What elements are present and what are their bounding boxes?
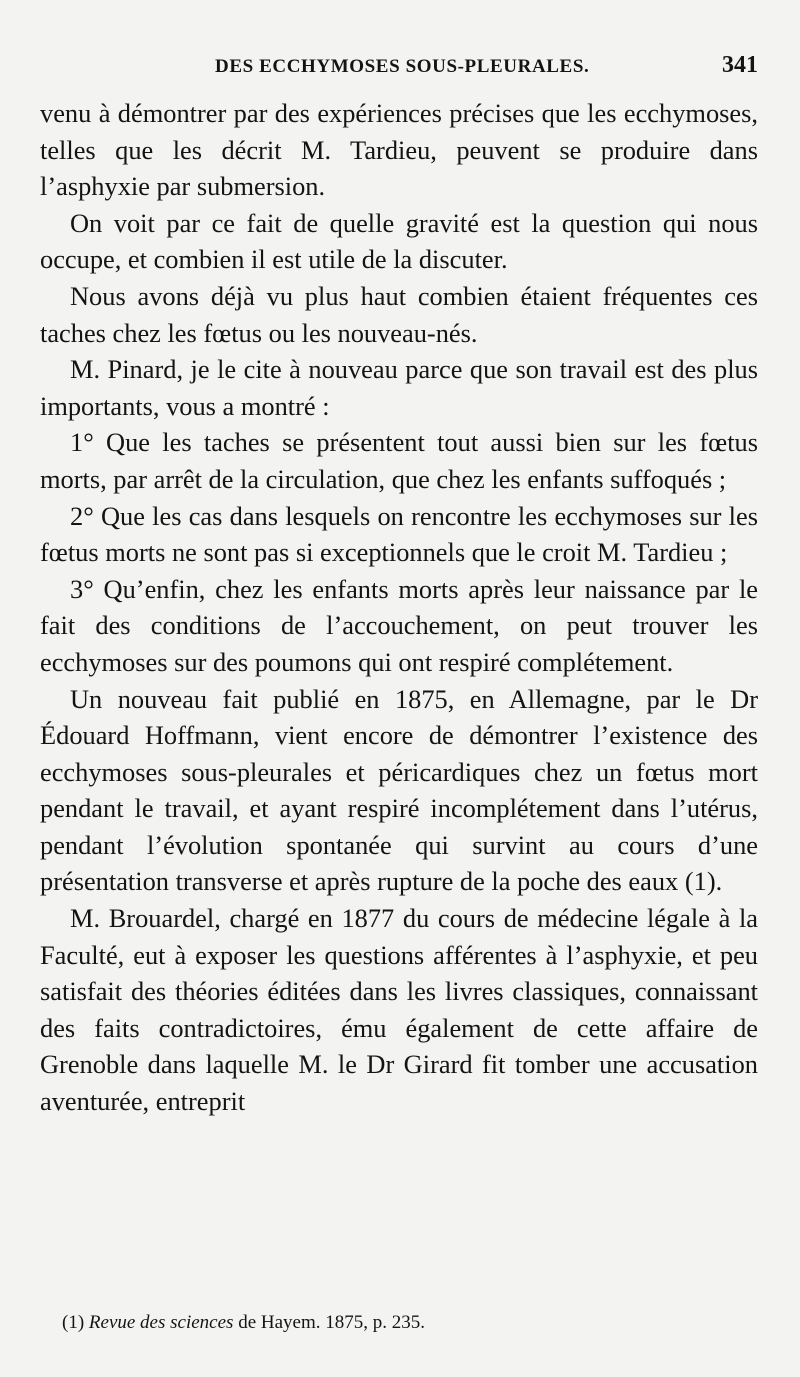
page-header bbox=[40, 50, 760, 90]
footnote-journal: Revue des sciences bbox=[88, 1312, 234, 1333]
paragraph: On voit par ce fait de quelle gravité est la question qui nous occupe, et combien il est utile de la discuter. bbox=[40, 207, 758, 275]
paragraph: M. Brouardel, chargé en 1877 du cours de médecine légale à la Faculté, eut à exposer les questions afférentes à l’asphyxie, et peu satisfait des théories éditées dans les livres classiques, connaissant des faits contradictoires, ému également de cette affaire de Grenoble dans laquelle M. le Dr Girard fit tomber une accusation aventurée, entreprit bbox=[40, 903, 758, 1117]
running-title: DES ECCHYMOSES SOUS-PLEURALES. bbox=[215, 56, 590, 77]
footnote-marker: (1) bbox=[62, 1312, 85, 1333]
paragraph: Un nouveau fait publié en 1875, en Allemagne, par le Dr Édouard Hoffmann, vient encore de démontrer l’existence des ecchymoses sous-pleurales et péricardiques chez un fœtus mort pendant le travail, et ayant respiré incomplétement dans l’utérus, pendant l’évolution spontanée qui survint au cours d’une présentation transverse et après rupture de la poche des eaux (1). bbox=[40, 683, 758, 897]
body-text bbox=[40, 95, 758, 1120]
paragraph: M. Pinard, je le cite à nouveau parce que son travail est des plus importants, vous a montré : bbox=[40, 354, 758, 421]
page-number: 341 bbox=[722, 52, 758, 78]
footnote bbox=[62, 1312, 425, 1334]
list-item: 3° Qu’enfin, chez les enfants morts après leur naissance par le fait des conditions de l’accouchement, on peut trouver les ecchymoses sur des poumons qui ont respiré complétement. bbox=[40, 573, 758, 677]
list-item: 1° Que les taches se présentent tout aussi bien sur les fœtus morts, par arrêt de la circulation, que chez les enfants suffoqués ; bbox=[40, 427, 758, 494]
paragraph: Nous avons déjà vu plus haut combien étaient fréquentes ces taches chez les fœtus ou les nouveau-nés. bbox=[40, 280, 758, 348]
paragraph: venu à démontrer par des expériences précises que les ecchymoses, telles que les décrit M. Tardieu, peuvent se produire dans l’asphyxie par submersion. bbox=[40, 98, 758, 202]
footnote-citation: de Hayem. 1875, p. 235. bbox=[238, 1312, 426, 1333]
list-item: 2° Que les cas dans lesquels on rencontre les ecchymoses sur les fœtus morts ne sont pas si exceptionnels que le croit M. Tardieu ; bbox=[40, 500, 758, 568]
